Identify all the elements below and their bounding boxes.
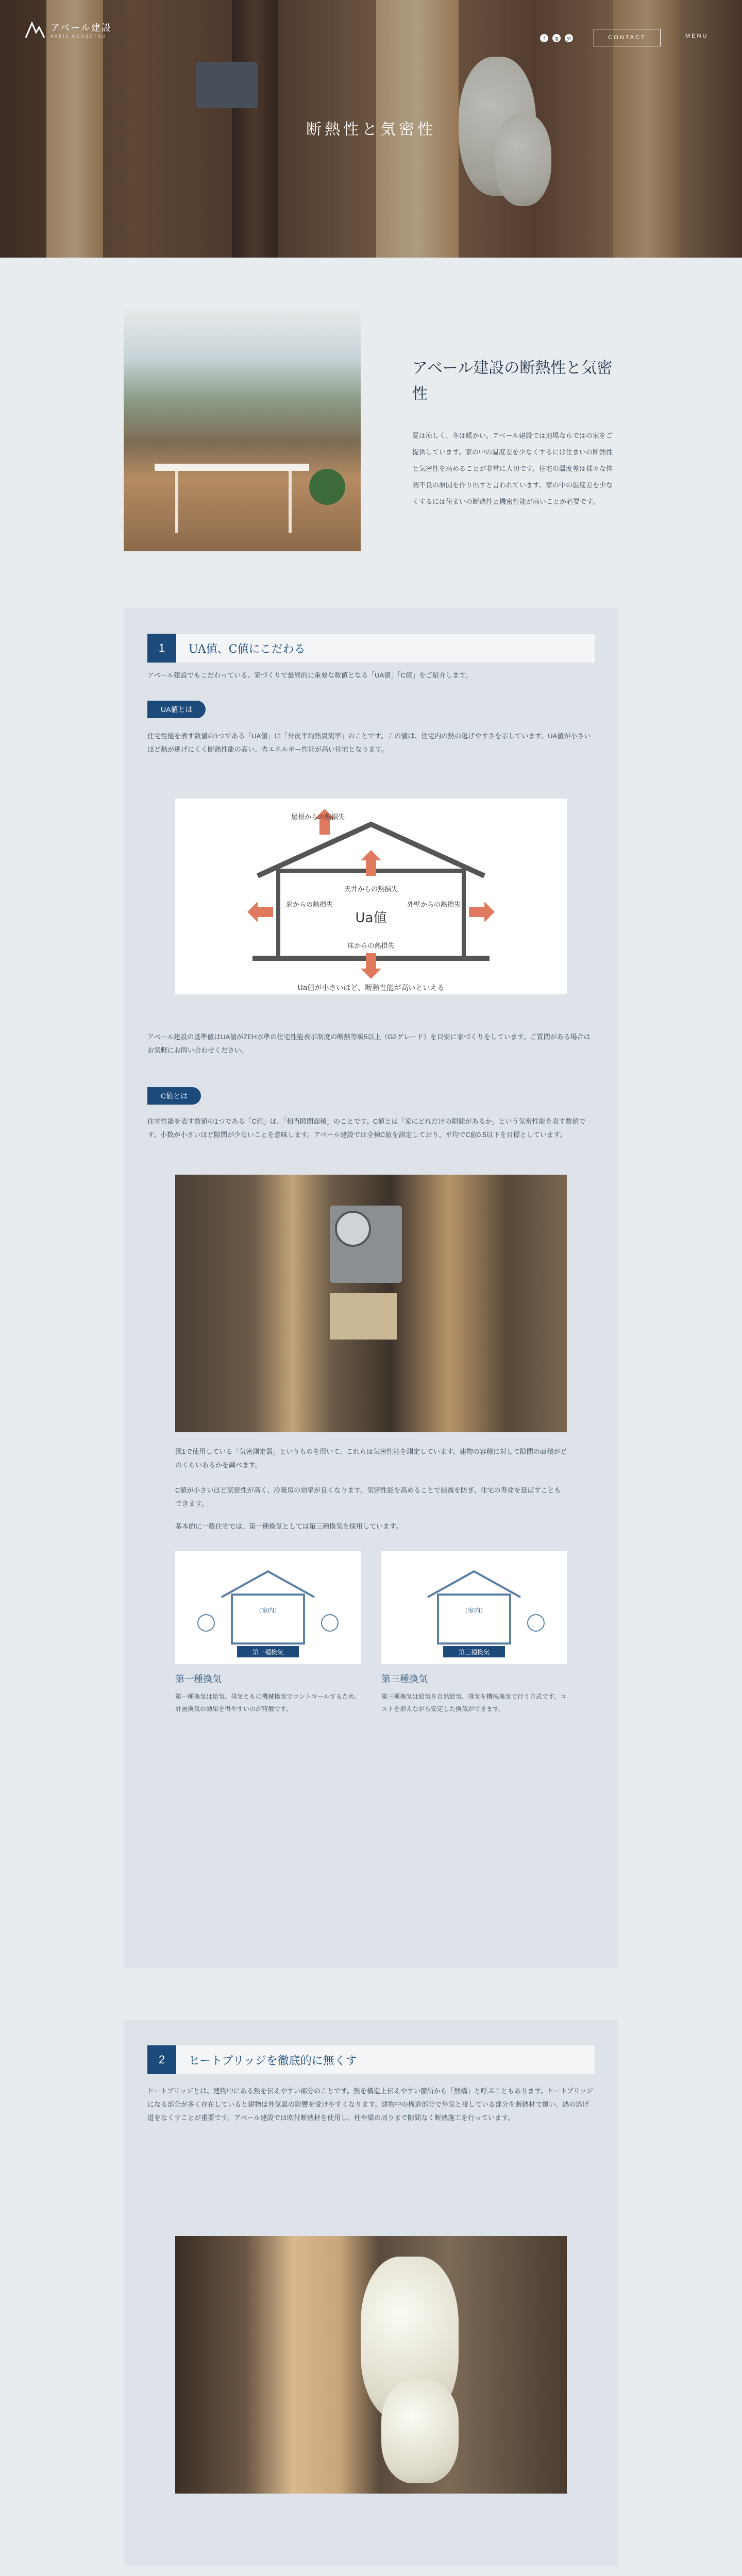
vent-badge-3: 第三種換気 [458,1649,490,1656]
ua-diagram [175,799,567,994]
ua-pill: UA値とは [147,701,206,718]
page-title: 断熱性と気密性 [306,121,436,139]
ua-note: アベール建設の基準値はUA値がZEH水準の住宅性能表示制度の断熱等級5以上（G2グレード）を目安に家づくりをしています。ご質問がある場合はお気軽にお問い合わせください。 [147,1033,591,1054]
section-lead: アベール建設でもこだわっている、家づくりで最終的に重要な数値となる「UA値」「C値」をご紹介します。 [147,671,472,679]
section-title: ヒートブリッジを徹底的に無くす [189,2054,357,2067]
section-header [147,2045,595,2074]
c-text: 住宅性能を表す数値の1つである「C値」は、「相当隙間面積」のことです。C値とは「家にどれだけの隙間があるか」という気密性能を表す数値です。小数が小さいほど隙間が少ないことを意味します。アベール建設では全棟C値を測定しており、平均でC値0.5以下を目標としています。 [147,1117,586,1139]
section-number: 2 [147,2045,176,2074]
intro-title: アベール建設の断熱性と気密性 [412,359,613,403]
vent-badge-1: 第一種換気 [252,1649,284,1656]
diagram-roof: 屋根からの熱損失 [291,814,345,821]
contact-button[interactable]: CONTACT [594,29,661,46]
logo-icon [25,21,45,39]
menu-button[interactable]: MENU [685,33,709,39]
diagram-caption: Ua値が小さいほど、断熱性能が高いといえる [297,984,445,992]
photo-text-3: 基本的に一般住宅では、第一種換気としては第三種換気を採用しています。 [175,1522,402,1530]
svg-text:（室内）: （室内） [255,1607,281,1614]
vent-house-1-svg [175,1551,361,1664]
instagram-icon[interactable]: ig [552,34,561,42]
vent-desc-3: 第三種換気は給気を自然給気、排気を機械換気で行う方式です。コストを抑えながら安定した換気ができます。 [381,1693,567,1713]
vent-diagram-1 [175,1551,361,1664]
vent-house-3-svg [381,1551,567,1664]
facebook-icon[interactable]: f [540,34,548,42]
vent-desc-1: 第一種換気は給気、排気ともに機械換気でコントロールするため、計画換気の効果を得やすいのが特徴です。 [175,1693,361,1713]
vent-card-1 [175,1672,361,1715]
vent-title-3: 第三種換気 [381,1674,428,1684]
vent-diagram-3 [381,1551,567,1664]
intro-photo [124,309,361,551]
section-title: UA値、C値にこだわる [189,642,306,656]
section-ua-c [124,608,618,1968]
youtube-icon[interactable]: yt [565,34,573,42]
site-logo[interactable] [25,21,112,39]
hero-banner [0,0,742,258]
house-diagram-svg [175,799,567,994]
intro-body: 夏は涼しく、冬は暖かい。アベール建設では地場ならではの家をご提供しています。家の中の温度差を少なくするには住まいの断熱性と気密性を高めることが非常に大切です。住宅の温度差は様々な体調不良の原因を作り出すと言われています。家の中の温度差を少なくするには住まいの断熱性と機密性能が高いことが必要です。 [412,432,613,505]
photo-text-1: 図1で使用している「気密測定器」というものを用いて、これらは気密性能を測定しています。建物の容積に対して隙間の面積がどのくらいあるかを調べます。 [175,1448,567,1469]
diagram-window: 窓からの熱損失 [286,901,333,909]
diagram-center: Ua値 [355,910,387,926]
brand-name: アベール建設 [50,23,112,33]
diagram-floor: 床からの熱損失 [347,942,395,950]
section-heat-bridge [124,2020,618,2566]
heat-bridge-photo [175,2236,567,2494]
section-number: 1 [147,634,176,663]
c-pill: C値とは [147,1087,201,1105]
ua-text: 住宅性能を表す数値の1つである「UA値」は「外皮平均熱貫流率」のことです。この値は、住宅内の熱の逃げやすさを示しています。UA値が小さいほど熱が逃げにくく断熱性能の高い、省エネルギー性能が高い住宅となります。 [147,732,591,753]
vent-card-3 [381,1672,567,1715]
diagram-wall: 外壁からの熱損失 [407,901,461,909]
vent-title-1: 第一種換気 [175,1674,222,1684]
brand-sub: AVEIL KENSETSU [50,34,107,39]
diagram-ceiling: 天井からの熱損失 [344,886,398,893]
photo-text-2: C値が小さいほど気密性が高く、冷暖房の効率が良くなります。気密性能を高めることで結露を防ぎ、住宅の寿命を延ばすこともできます。 [175,1486,561,1507]
heat-bridge-text: ヒートブリッジとは、建物中にある熱を伝えやすい部分のことです。熱を構造上伝えやすい箇所から「熱橋」と呼ぶこともあります。ヒートブリッジになる部分が多く存在していると建物は外気温の影響を受けやすくなります。建物中の構造部分で外気と接している部分を断熱材で覆い、熱の逃げ道をなくすことが重要です。アベール建設では吹付断熱材を使用し、柱や梁の周りまで隙間なく断熱施工を行っています。 [147,2087,594,2122]
svg-text:（室内）: （室内） [461,1607,487,1614]
section-header [147,634,595,663]
measuring-photo [175,1175,567,1432]
